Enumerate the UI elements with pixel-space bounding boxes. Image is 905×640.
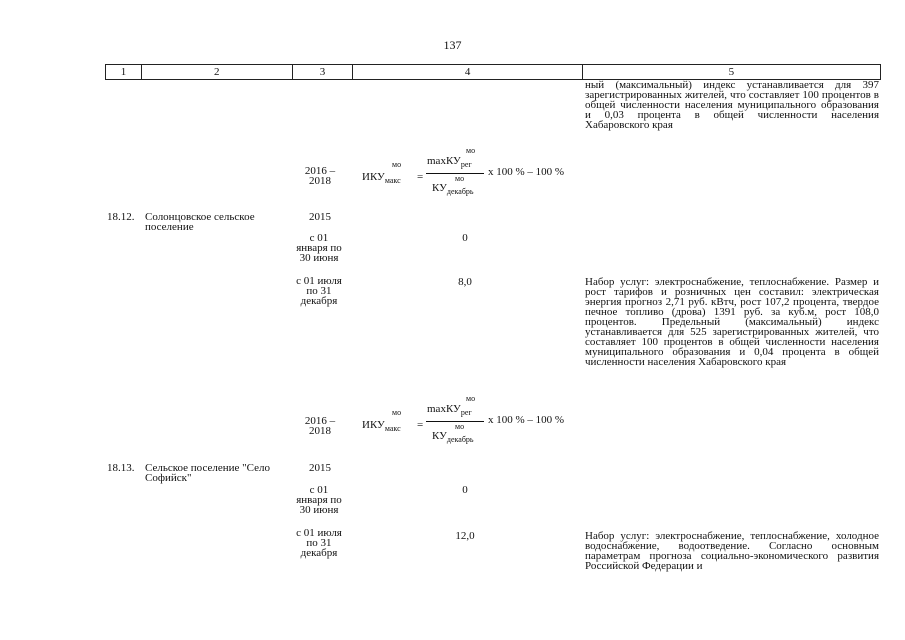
row-description-18-12: Набор услуг: электроснабжение, теплоснабжение. Размер и рост тарифов и розничных цен составил: электрическая энергия прогноз 2,71 руб. кВтч, рост 107,2 процента, твердое печное топливо (дрова) 1391 руб. за куб.м, рост 108,0 процентов. Предельный (максимальный) индекс устанавливается для 525 зарегистрированных жителей, что составляет 100 процентов в общей численности населения муниципального образования и 0,04 процента в общей численности населения Хабаровского края: [585, 276, 879, 368]
col-header-3: 3: [293, 65, 354, 79]
col-header-5: 5: [728, 66, 735, 78]
formula-tail: х 100 % – 100 %: [488, 166, 565, 178]
row-period1-18-12: с 01 января по 30 июня: [296, 232, 342, 264]
continued-description: ный (максимальный) индекс устанавливается для 397 зарегистрированных жителей, что составляет 100 процентов в общей численности населения муниципального образования и 0,03 процента в общей численности населения Хабаровского края: [585, 79, 879, 131]
formula-den: КУ: [432, 182, 447, 194]
formula2-num-sup: мо: [466, 394, 476, 403]
row-description-18-13: Набор услуг: электроснабжение, теплоснабжение, холодное водоснабжение, водоотведение. Согласно основным параметрам прогноза социально-экономического развития Российской Федерации и: [585, 530, 879, 572]
formula-lhs-sub: макс: [384, 176, 401, 186]
row-value1-18-13: 0: [462, 484, 468, 496]
formula2-eq: =: [417, 419, 424, 431]
period-2016-2018: 2016 – 2018: [304, 165, 336, 187]
row-period1-18-13: с 01 января по 30 июня: [296, 484, 342, 516]
formula2-lhs-sub: макс: [384, 424, 401, 434]
col-header-1: 1: [106, 65, 142, 79]
row-value2-18-13: 12,0: [455, 530, 475, 542]
col-header-4: 4: [353, 65, 582, 79]
row-number-18-13: 18.13.: [107, 462, 135, 474]
formula2-num-sub: рег: [460, 408, 472, 418]
formula2-lhs: ИКУ: [362, 419, 385, 431]
row-period2-18-13: с 01 июля по 31 декабря: [296, 527, 342, 559]
formula-lhs: ИКУ: [362, 171, 385, 183]
formula-num: maxКУ: [427, 155, 461, 167]
row-name-18-12: Солонцовское сельское поселение: [145, 211, 255, 233]
formula2-den-sub: декабрь: [446, 435, 474, 445]
formula2-tail: х 100 % – 100 %: [488, 414, 565, 426]
formula-num-sup: мо: [466, 146, 476, 155]
row-value2-18-12: 8,0: [458, 276, 472, 288]
formula2-num: maxКУ: [427, 403, 461, 415]
period-2016-2018-second: 2016 – 2018: [304, 415, 336, 437]
row-name-18-13: Сельское поселение "Село Софийск": [145, 462, 270, 484]
formula: [362, 146, 582, 202]
row-value1-18-12: 0: [462, 232, 468, 244]
formula-den-sub: декабрь: [446, 187, 474, 197]
formula-lhs-sup: мо: [392, 160, 402, 169]
formula2-den-sup: мо: [455, 422, 465, 431]
page-number: 137: [443, 38, 462, 52]
formula2-den: КУ: [432, 430, 447, 442]
formula-num-sub: рег: [460, 160, 472, 170]
formula-second: [362, 394, 582, 450]
row-year-18-12: 2015: [309, 211, 331, 223]
formula-eq: =: [417, 171, 424, 183]
row-period2-18-12: с 01 июля по 31 декабря: [296, 275, 342, 307]
row-year-18-13: 2015: [309, 462, 331, 474]
formula2-lhs-sup: мо: [392, 408, 402, 417]
table-header: [105, 64, 881, 80]
formula-den-sup: мо: [455, 174, 465, 183]
row-number-18-12: 18.12.: [107, 211, 135, 223]
col-header-2: 2: [142, 65, 293, 79]
